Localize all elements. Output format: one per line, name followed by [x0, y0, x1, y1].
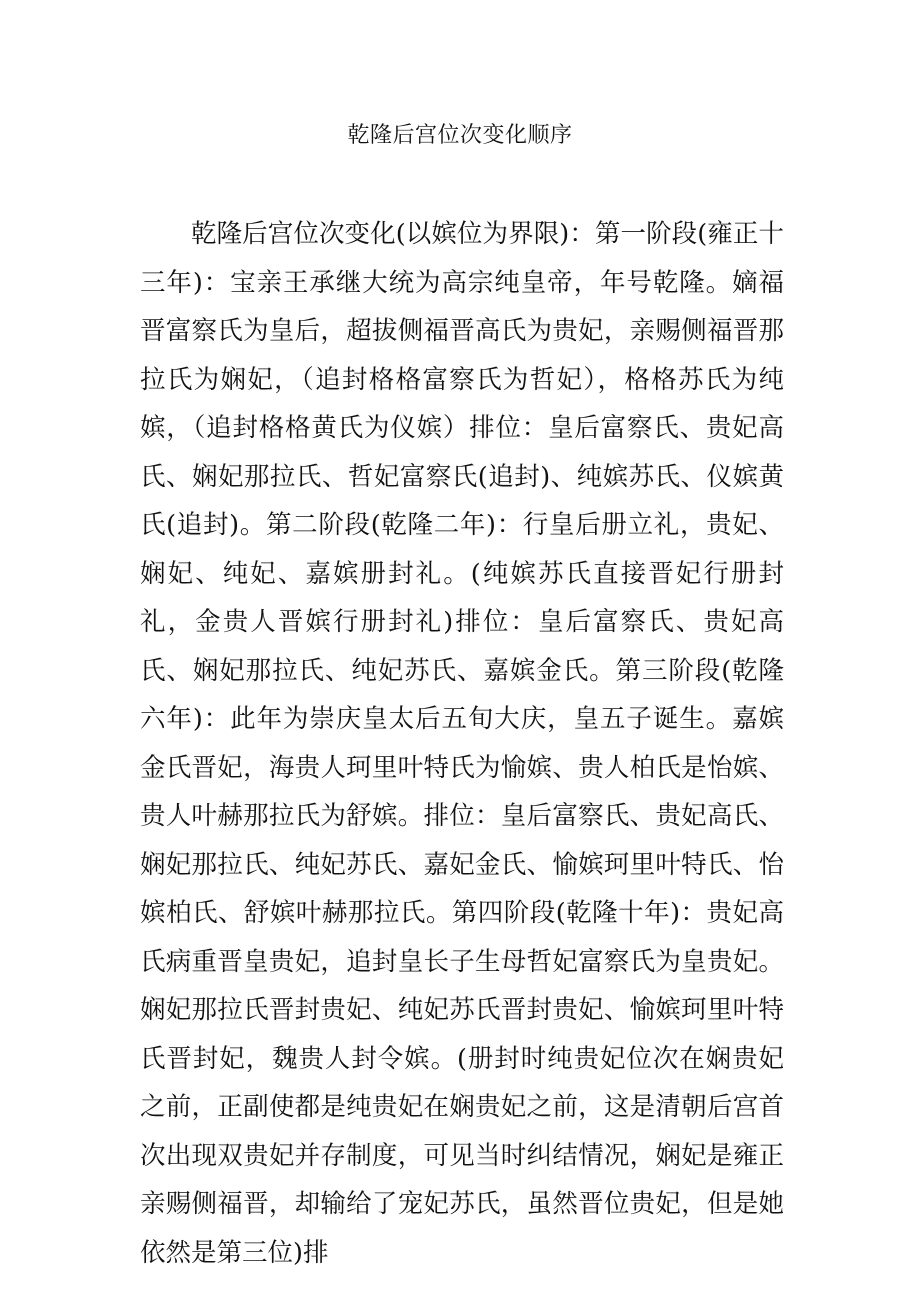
document-body-paragraph: 乾隆后宫位次变化(以嫔位为界限)：第一阶段(雍正十三年)：宝亲王承继大统为高宗纯皇帝，年号乾隆。嫡福晋富察氏为皇后，超拔侧福晋高氏为贵妃，亲赐侧福晋那拉氏为娴妃，（追封格格富察氏为哲妃），格格苏氏为纯嫔，（追封格格黄氏为仪嫔）排位：皇后富察氏、贵妃高氏、娴妃那拉氏、哲妃富察氏(追封)、纯嫔苏氏、仪嫔黄氏(追封)。第二阶段(乾隆二年)：行皇后册立礼，贵妃、娴妃、纯妃、嘉嫔册封礼。(纯嫔苏氏直接晋妃行册封礼，金贵人晋嫔行册封礼)排位：皇后富察氏、贵妃高氏、娴妃那拉氏、纯妃苏氏、嘉嫔金氏。第三阶段(乾隆六年)：此年为崇庆皇太后五旬大庆，皇五子诞生。嘉嫔金氏晋妃，海贵人珂里叶特氏为愉嫔、贵人柏氏是怡嫔、贵人叶赫那拉氏为舒嫔。排位：皇后富察氏、贵妃高氏、娴妃那拉氏、纯妃苏氏、嘉妃金氏、愉嫔珂里叶特氏、怡嫔柏氏、舒嫔叶赫那拉氏。第四阶段(乾隆十年)：贵妃高氏病重晋皇贵妃，追封皇长子生母哲妃富察氏为皇贵妃。娴妃那拉氏晋封贵妃、纯妃苏氏晋封贵妃、愉嫔珂里叶特氏晋封妃，魏贵人封令嫔。(册封时纯贵妃位次在娴贵妃之前，正副使都是纯贵妃在娴贵妃之前，这是清朝后宫首次出现双贵妃并存制度，可见当时纠结情况，娴妃是雍正亲赐侧福晋，却输给了宠妃苏氏，虽然晋位贵妃，但是她依然是第三位)排: [140, 219, 784, 1268]
document-title: 乾隆后宫位次变化顺序: [347, 123, 573, 148]
